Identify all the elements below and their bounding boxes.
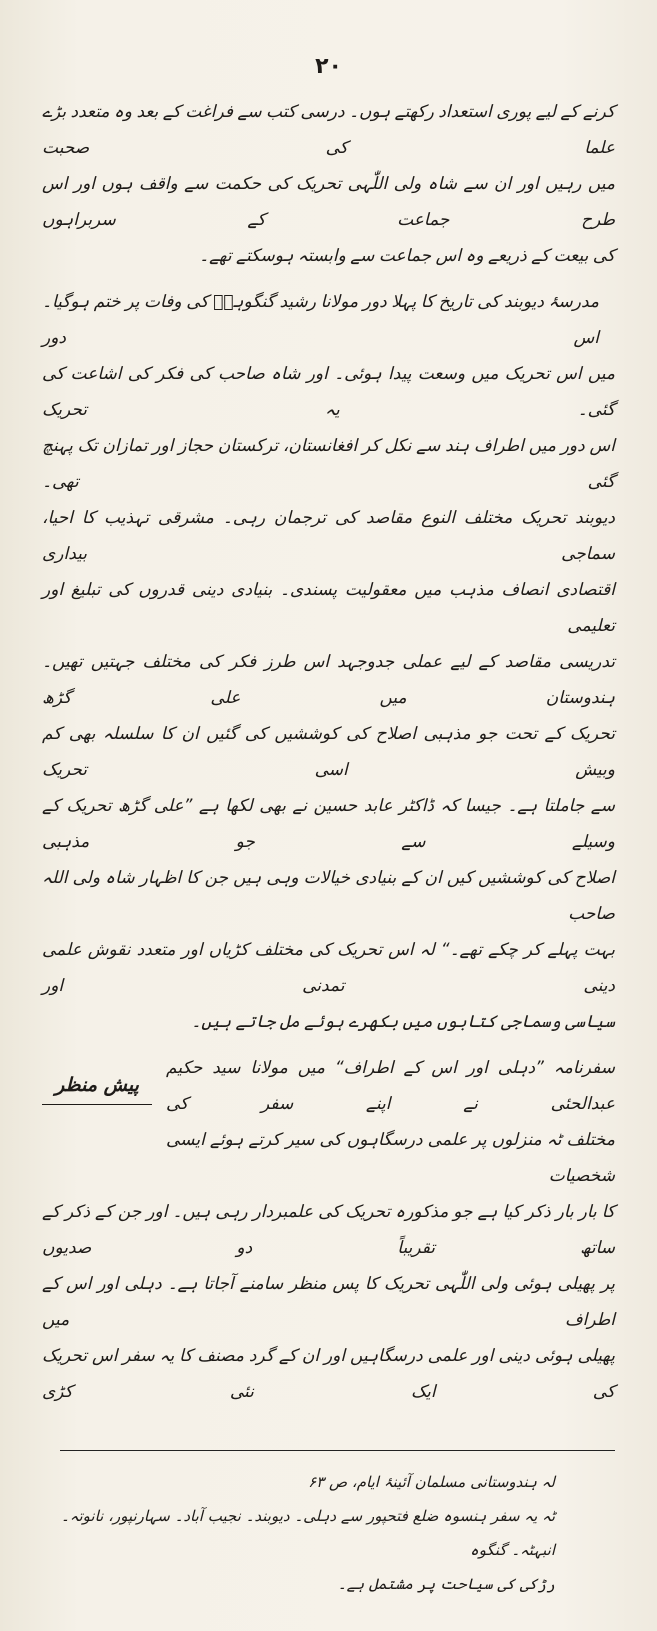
footnote-continuation: رڑکی کی سیاحت پر مشتمل ہے۔ — [337, 1575, 555, 1593]
text-line: تدریسی مقاصد کے لیے عملی جدوجہد اس طرز فکر کی مختلف جہتیں تھیں۔ ہندوستان میں علی گڑھ — [42, 652, 615, 708]
text-line: اس دور میں اطراف ہند سے نکل کر افغانستان، ترکستان حجاز اور تمازان تک پہنچ گئی تھی۔ — [42, 436, 615, 492]
text-line: مدرسۂ دیوبند کی تاریخ کا پہلا دور مولانا رشید گنگوہیؒ کی وفات پر ختم ہوگیا۔ اس دور — [42, 292, 599, 348]
text-line: اصلاح کی کوششیں کیں ان کے بنیادی خیالات وہی ہیں جن کا اظہار شاہ ولی اللہ صاحب — [42, 868, 615, 924]
footnote-divider — [60, 1450, 615, 1451]
text-line: اقتصادی انصاف مذہب میں معقولیت پسندی۔ بنیادی دینی قدروں کی تبلیغ اور تعلیمی — [42, 580, 615, 636]
section-text — [166, 1050, 615, 1194]
section-background — [42, 1050, 615, 1194]
text-line: تحریک کے تحت جو مذہبی اصلاح کی کوششیں کی گئیں ان کا سلسلہ بھی کم وبیش اسی تحریک — [42, 724, 615, 780]
page-number: ۲۰ — [315, 54, 342, 79]
text-line: سفرنامہ ”دہلی اور اس کے اطراف“ میں مولانا سید حکیم عبدالحئی نے اپنے سفر کی — [166, 1058, 615, 1114]
text-line: مختلف ٹہ منزلوں پر علمی درسگاہوں کی سیر کرتے ہوئے ایسی شخصیات — [166, 1130, 615, 1186]
text-line: کی بیعت کے ذریعے وہ اس جماعت سے وابستہ ہوسکتے تھے۔ — [199, 246, 615, 266]
footnote: لہ ہندوستانی مسلمان آئینۂ ایام، ص ۶۳ — [308, 1473, 555, 1491]
text-line: سے جاملتا ہے۔ جیسا کہ ڈاکٹر عابد حسین نے بھی لکھا ہے ”علی گڑھ تحریک کے وسیلے سے جو مذہبی — [42, 796, 615, 852]
section-heading: پیش منظر — [42, 1070, 152, 1105]
text-line: بہت پہلے کر چکے تھے۔“ لہ اس تحریک کی مختلف کڑیاں اور متعدد نقوش علمی دینی تمدنی اور — [42, 940, 615, 996]
text-line: کرنے کے لیے پوری استعداد رکھتے ہوں۔ درسی کتب سے فراغت کے بعد وہ متعدد بڑے علما کی صحبت — [42, 102, 615, 158]
text-line: پر پھیلی ہوئی ولی اللّٰہی تحریک کا پس منظر سامنے آجاتا ہے۔ دہلی اور اس کے اطراف میں — [42, 1274, 615, 1330]
paragraph-gap — [42, 274, 615, 284]
text-line: کا بار بار ذکر کیا ہے جو مذکورہ تحریک کی علمبردار رہی ہیں۔ اور جن کے ذکر کے ساتھ تقریباً دو صدیوں — [42, 1202, 615, 1258]
text-line: دیوبند تحریک مختلف النوع مقاصد کی ترجمان رہی۔ مشرقی تہذیب کا احیا، سماجی بیداری — [42, 508, 615, 564]
footnote: ٹہ یہ سفر ہنسوہ ضلع فتحپور سے دہلی۔ دیوبند۔ نجیب آباد۔ سہارنپور، نانوتہ۔ انبہٹہ۔ گنگوہ — [60, 1507, 555, 1559]
text-line: پھیلی ہوئی دینی اور علمی درسگاہیں اور ان کے گرد مصنف کا یہ سفر اس تحریک کی ایک نئی کڑی — [42, 1346, 615, 1402]
text-line: میں اس تحریک میں وسعت پیدا ہوئی۔ اور شاہ صاحب کی فکر کی اشاعت کی گئی۔ یہ تحریک — [42, 364, 615, 420]
text-line: میں رہیں اور ان سے شاہ ولی اللّٰہی تحریک کی حکمت سے واقف ہوں اور اس طرح جماعت کے سربراہوں — [42, 174, 615, 230]
text-line: سیاسی وسماجی کتابوں میں بکھرے ہوئے مل جاتے ہیں۔ — [191, 1012, 615, 1032]
